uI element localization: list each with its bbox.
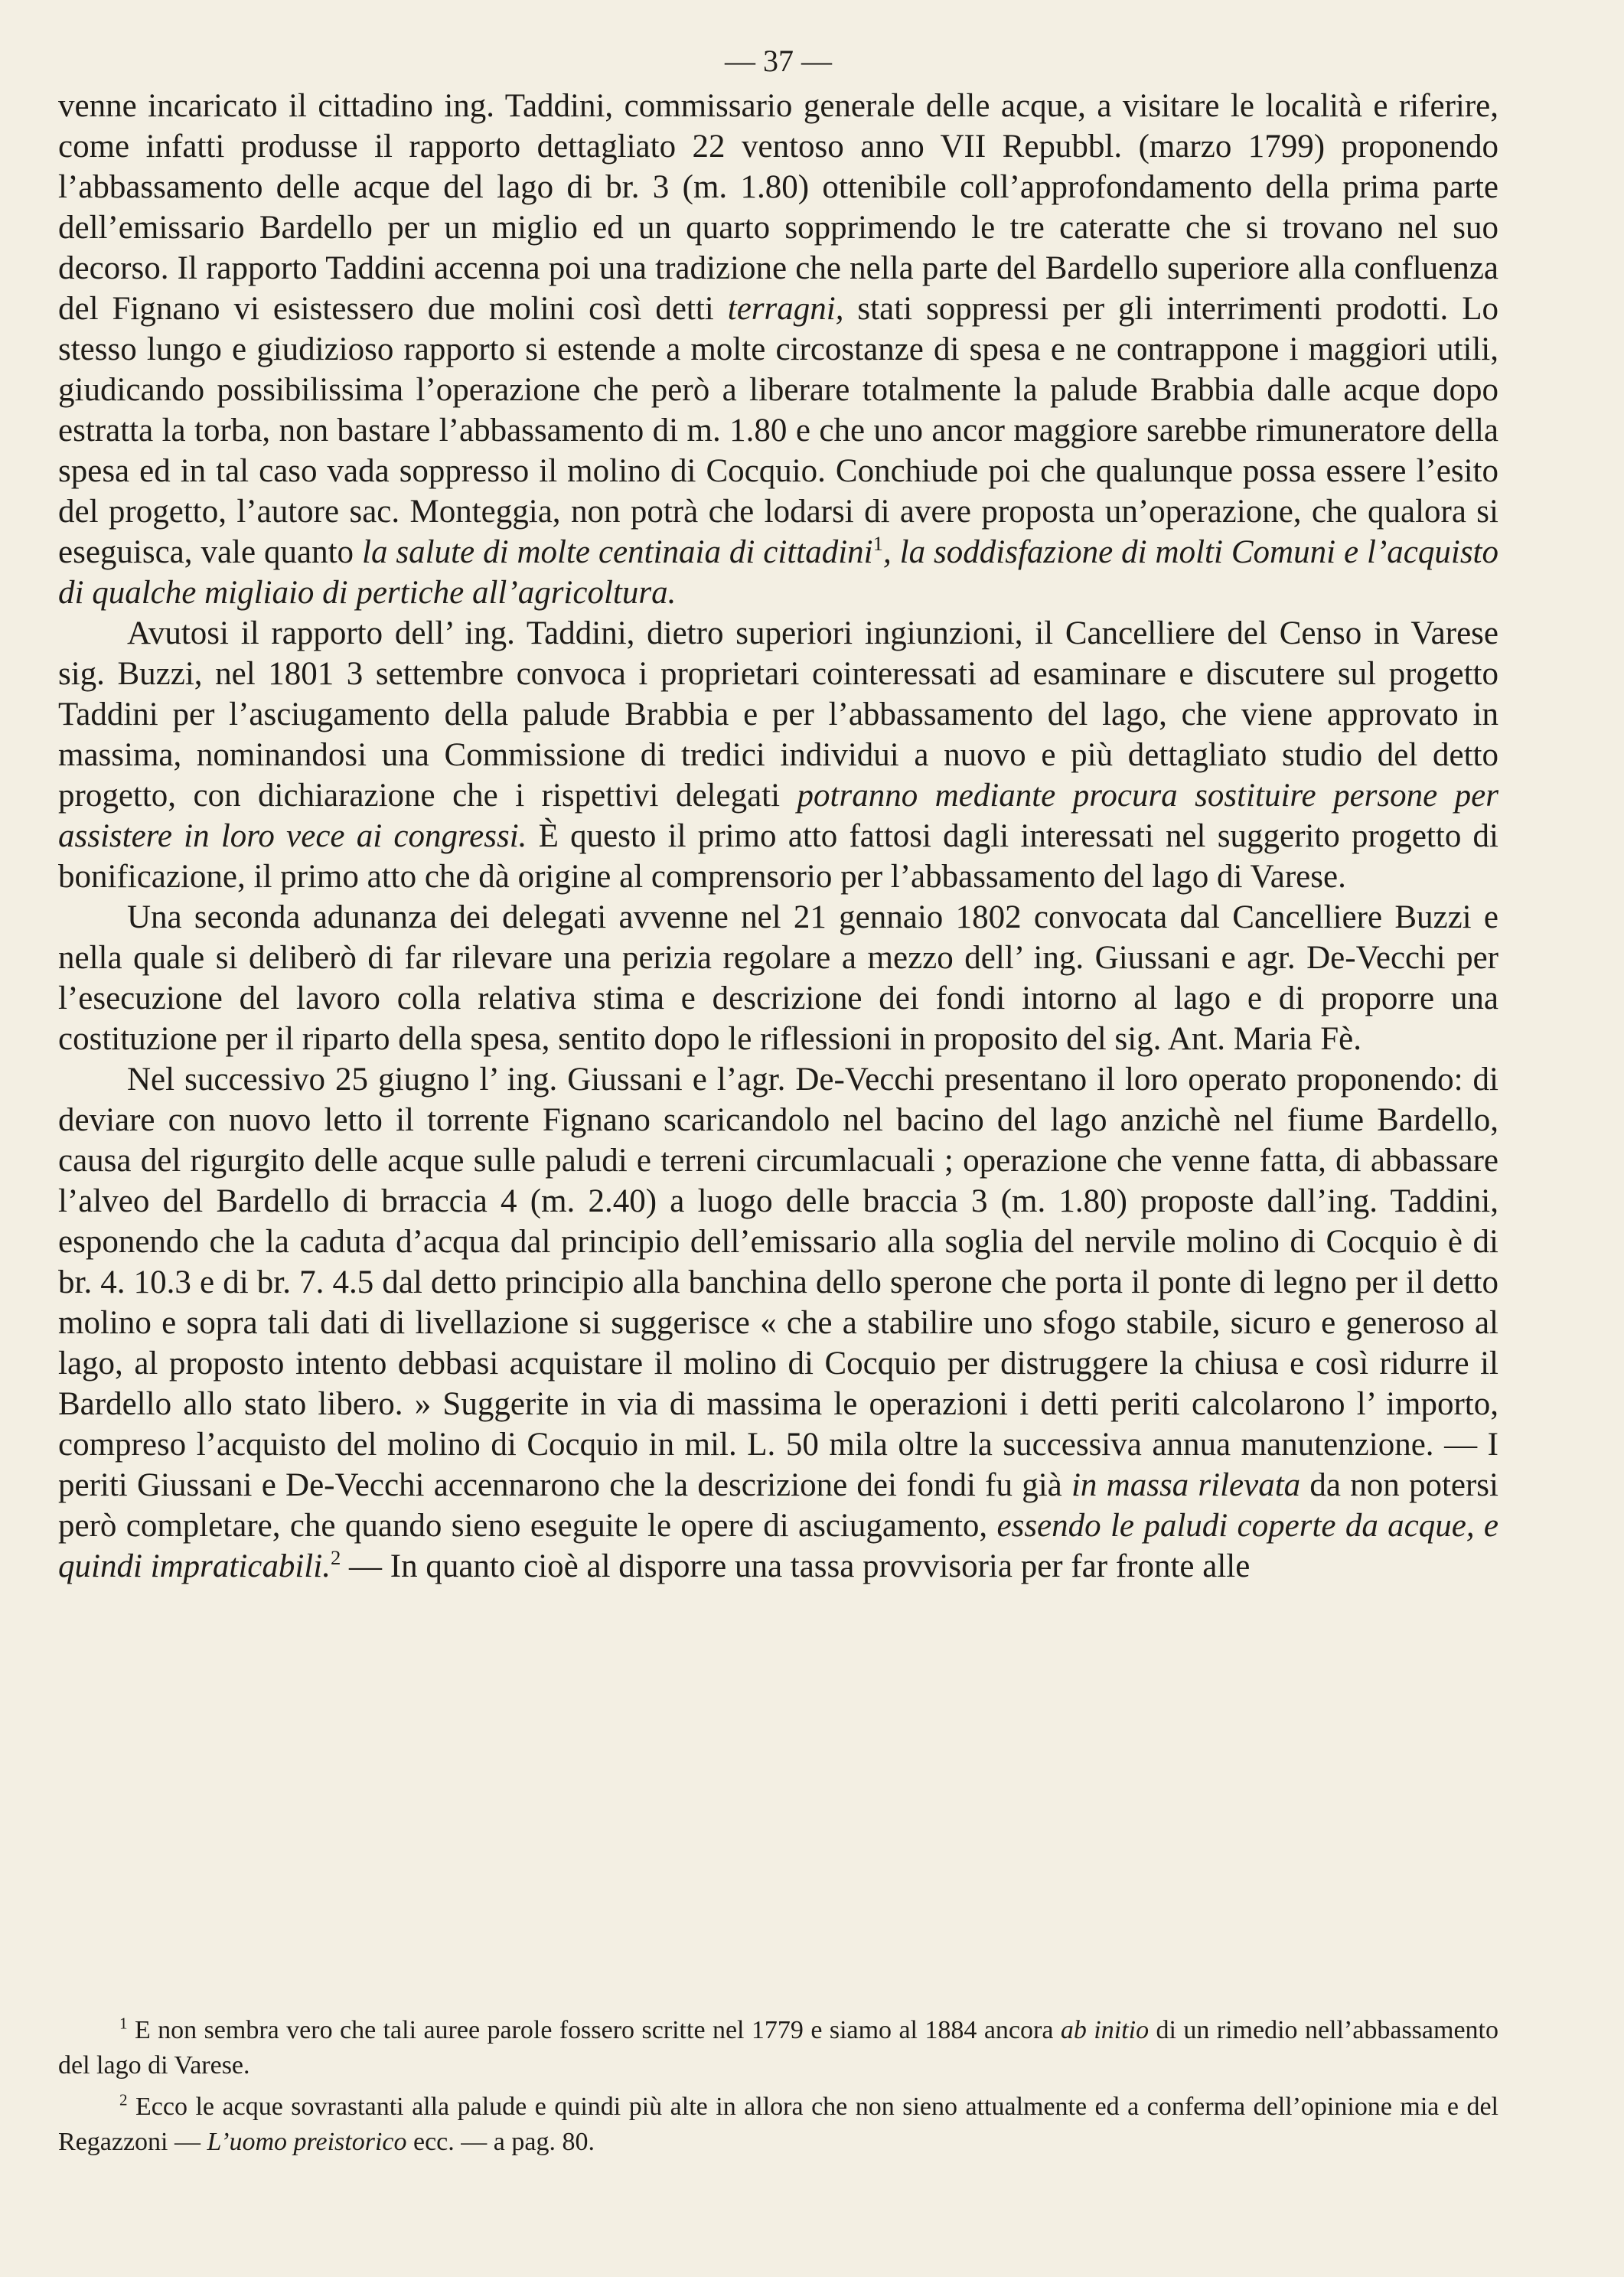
footnote	[58, 2013, 1498, 2083]
text-run: stati soppressi per gli interrimenti prodotti. Lo stesso lungo e giudizioso rapporto si estende a molte circostanze di spesa e ne contrappone i maggiori utili, giudicando possibilissima l’operazione che però a liberare totalmente la palude Brabbia dalle acque dopo estratta la torba, non bastare l’abbassamento di m. 1.80 e che uno ancor maggiore sarebbe rimuneratore della spesa ed in tal caso vada soppresso il molino di Cocquio. Conchiude poi che qualunque possa essere l’esito del progetto, l’autore sac. Monteggia, non potrà che lodarsi di avere proposta un’operazione, che qualora si eseguisca, vale quanto	[58, 291, 1498, 570]
italic-text: la soddisfazione di molti Comuni e l’acquisto di qualche migliaio di pertiche all’agricoltura.	[58, 534, 1499, 611]
footnote-marker: 2	[330, 1546, 341, 1570]
footnote	[58, 2089, 1498, 2160]
text-run: di un rimedio nell’abbassamento del lago di Varese.	[58, 2016, 1498, 2080]
italic-text: ab initio	[1060, 2016, 1150, 2044]
page-number: — 37 —	[725, 44, 832, 78]
italic-text: ,	[882, 534, 900, 570]
paragraph	[58, 86, 1498, 613]
footnote-marker: 1	[119, 2014, 128, 2033]
paragraph	[58, 897, 1498, 1059]
text-run: — In quanto cioè al disporre una tassa provvisoria per far fronte alle	[341, 1548, 1251, 1584]
text-run: Una seconda adunanza dei delegati avvenne nel 21 gennaio 1802 convocata dal Cancelliere Buzzi e nella quale si deliberò di far rilevare una perizia regolare a mezzo dell’ ing. Giussani e agr. De-Vecchi per l’esecuzione del lavoro colla relativa stima e descrizione dei fondi intorno al lago e di proporre una costituzione per il riparto della spesa, sentito dopo le riflessioni in proposito del sig. Ant. Maria Fè.	[58, 899, 1498, 1057]
paragraph	[58, 613, 1498, 897]
italic-text: terragni,	[727, 291, 844, 327]
italic-text: essendo le paludi coperte da acque, e quindi impraticabili.	[58, 1508, 1498, 1584]
main-text	[58, 86, 1498, 1587]
footnote-marker: 2	[119, 2090, 128, 2109]
text-run: da non potersi però completare, che quando sieno eseguite le opere di asciugamento,	[58, 1467, 1498, 1544]
footnotes	[58, 2013, 1498, 2166]
italic-text: in massa rilevata	[1071, 1467, 1301, 1503]
document-page	[58, 40, 1498, 2236]
footnote-marker: 1	[872, 532, 883, 556]
italic-text: potranno mediante procura sostituire persone per assistere in loro vece ai congressi.	[58, 778, 1498, 854]
text-run: ecc. — a pag. 80.	[406, 2128, 595, 2156]
text-run: Nel successivo 25 giugno l’ ing. Giussani e l’agr. De-Vecchi presentano il loro operato proponendo: di deviare con nuovo letto il torrente Fignano scaricandolo nel bacino del lago anzichè nel fiume Bardello, causa del rigurgito delle acque sulle paludi e terreni circumlacuali ; operazione che venne fatta, di abbassare l’alveo del Bardello di brraccia 4 (m. 2.40) a luogo delle braccia 3 (m. 1.80) proposte dall’ing. Taddini, esponendo che la caduta d’acqua dal principio dell’emissario alla soglia del nervile molino di Cocquio è di br. 4. 10.3 e di br. 7. 4.5 dal detto principio alla banchina dello sperone che porta il ponte di legno per il detto molino e sopra tali dati di livellazione si suggerisce « che a stabilire uno sfogo stabile, sicuro e generoso al lago, al proposto intento debbasi acquistare il molino di Cocquio per distruggere la chiusa e così ridurre il Bardello allo stato libero. » Suggerite in via di massima le operazioni i detti periti calcolarono l’ importo, compreso l’acquisto del molino di Cocquio in mil. L. 50 mila oltre la successiva annua manutenzione. — I periti Giussani e De-Vecchi accennarono che la descrizione dei fondi fu già	[58, 1062, 1498, 1503]
text-run: E non sembra vero che tali auree parole fossero scritte nel 1779 e siamo al 1884 ancora	[127, 2016, 1061, 2044]
text-run: Avutosi il rapporto dell’ ing. Taddini, dietro superiori ingiunzioni, il Cancelliere del Censo in Varese sig. Buzzi, nel 1801 3 settembre convoca i proprietari cointeressati ad esaminare e discutere sul progetto Taddini per l’asciugamento della palude Brabbia e per l’abbassamento del lago, che viene approvato in massima, nominandosi una Commissione di tredici individui a nuovo e più dettagliato studio del detto progetto, con dichiarazione che i rispettivi delegati	[58, 615, 1498, 814]
text-run: venne incaricato il cittadino ing. Taddini, commissario generale delle acque, a visitare le località e riferire, come infatti produsse il rapporto dettagliato 22 ventoso anno VII Repubbl. (marzo 1799) proponendo l’abbassamento delle acque del lago di br. 3 (m. 1.80) ottenibile coll’approfondamento della prima parte dell’emissario Bardello per un miglio ed un quarto sopprimendo le tre cateratte che si trovano nel suo decorso. Il rapporto Taddini accenna poi una tradizione che nella parte del Bardello superiore alla confluenza del Fignano vi esistessero due molini così detti	[58, 88, 1498, 327]
italic-text: L’uomo preistorico	[207, 2128, 407, 2156]
paragraph	[58, 1059, 1498, 1587]
text-run: Ecco le acque sovrastanti alla palude e quindi più alte in allora che non sieno attualmente ed a conferma dell’opinione mia e del Regazzoni —	[58, 2093, 1498, 2156]
italic-text: la salute di molte centinaia di cittadini	[362, 534, 873, 570]
text-run: È questo il primo atto fattosi dagli interessati nel suggerito progetto di bonificazione, il primo atto che dà origine al comprensorio per l’abbassamento del lago di Varese.	[58, 818, 1499, 895]
